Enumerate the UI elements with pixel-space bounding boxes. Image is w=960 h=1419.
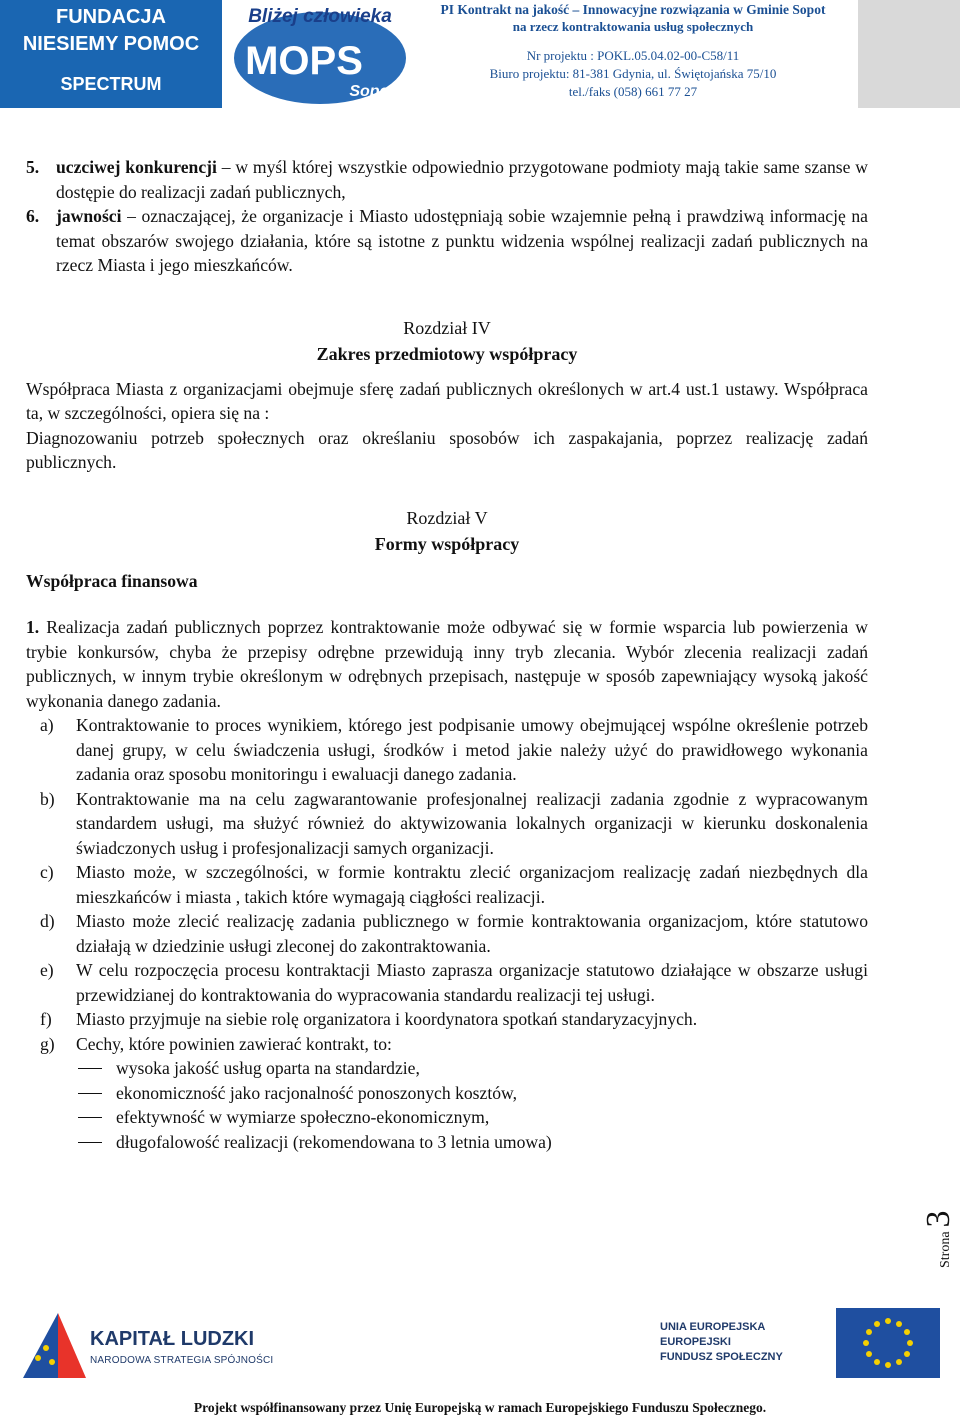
mops-logo (222, 0, 418, 108)
principle-number: 6. (26, 206, 40, 226)
mops-logo-tagline: Bliżej człowieka (248, 6, 392, 27)
project-subtitle: na rzecz kontraktowania usług społecznych (512, 19, 754, 34)
kapital-ludzki-title: KAPITAŁ LUDZKI (90, 1328, 255, 1350)
list-item (26, 909, 868, 958)
dash-item-text: efektywność w wymiarze społeczno-ekonomicznym, (116, 1107, 490, 1127)
kapital-ludzki-subtitle: NARODOWA STRATEGIA SPÓJNOŚCI (90, 1355, 274, 1366)
list-marker: f) (40, 1009, 52, 1029)
project-office: Biuro projektu: 81-381 Gdynia, ul. Świętojańska 75/10 (489, 66, 777, 81)
chapter-4-paragraph: Diagnozowaniu potrzeb społecznych oraz określaniu sposobów ich zaspakajania, poprzez realizację zadań publicznych. (26, 427, 868, 472)
point-text: Realizacja zadań publicznych poprzez kontraktowanie może odbywać się w formie wsparcia lub powierzenia w trybie konkursów, chyba że przepisy odrębne przewidują inny tryb zlecania. Wybór zlecenia realizacji zadań publicznych, w innym trybie określonym w odrębnych przepisach, następuje w sposób zapewniający wysoką jakość wykonania danego zadania. (26, 617, 868, 711)
dash-item-text: ekonomiczność jako racjonalność ponoszonych kosztów, (116, 1082, 517, 1103)
kapital-ludzki-emblem (18, 1308, 88, 1380)
chapter-5-title: Rozdział V (406, 507, 488, 528)
list-item (26, 1007, 868, 1032)
foundation-logo (0, 0, 222, 108)
project-number: Nr projektu : POKL.05.04.02-00-C58/11 (526, 48, 740, 63)
project-phone: tel./faks (058) 661 77 27 (568, 84, 698, 99)
list-marker: c) (40, 862, 54, 882)
chapter-5-point (26, 615, 868, 713)
dash-marker (78, 1117, 102, 1118)
list-item-text: Miasto może, w szczególności, w formie kontraktu zlecić organizacjom realizację zadań niezbędnych dla mieszkańców i miasta , takich które wymagają ciągłości realizacji. (76, 862, 868, 907)
eu-line: EUROPEJSKI (660, 1336, 731, 1348)
dash-item-text: wysoka jakość usług oparta na standardzie, (116, 1058, 420, 1078)
chapter-4-subtitle: Zakres przedmiotowy współpracy (316, 343, 578, 364)
list-item (26, 713, 868, 787)
list-item-text: Kontraktowanie ma na celu zagwarantowanie profesjonalnej realizacji zadania zgodnie z wypracowanym standardem usługi, ma służyć również do aktywizowania lokalnych organizacji w kierunku doskonalenia świadczonych usług i profesjonalizacji samych organizacji. (76, 788, 868, 858)
eu-fund-text (660, 1320, 783, 1365)
dash-item (26, 1130, 868, 1155)
dash-item (26, 1105, 868, 1130)
list-item-text: Miasto przyjmuje na siebie rolę organizatora i koordynatora spotkań standaryzacyjnych. (76, 1009, 698, 1029)
list-item-text: Miasto może zlecić realizację zadania publicznego w formie kontraktowania organizacjom, które statutowo działają w dziedzinie usługi zleconej do zakontraktowania. (76, 911, 868, 956)
dash-marker (78, 1142, 102, 1143)
eu-line: FUNDUSZ SPOŁECZNY (660, 1351, 783, 1363)
footer-funding-note: Projekt współfinansowany przez Unię Europejską w ramach Europejskiego Funduszu Społecznego. (193, 1400, 767, 1415)
eu-flag-icon (836, 1308, 940, 1378)
principle-name: jawności (56, 206, 122, 226)
principle-name: uczciwej konkurencji (56, 157, 217, 177)
list-item (26, 958, 868, 1007)
chapter-5-subtitle: Formy współpracy (374, 533, 520, 554)
list-item (26, 860, 868, 909)
section-heading: Współpraca finansowa (26, 570, 198, 591)
document-body (26, 155, 868, 1154)
dash-marker (78, 1068, 102, 1069)
principle-text: – oznaczającej, że organizacje i Miasto udostępniają sobie wzajemnie pełną i prawdziwą informację na temat obszarów swojego działania, które są istotne z punktu widzenia wspólnej realizacji zadań publicznych na rzecz Miasta i jego mieszkańców. (56, 206, 868, 275)
list-item (26, 1032, 868, 1057)
list-item-text: Kontraktowanie to proces wynikiem, którego jest podpisanie umowy obejmującej wspólne określenie potrzeb danej grupy, w celu świadczenia usługi, środków i metod jakie należy użyć do prawidłowego wykonania zadania oraz sposobu monitoringu i ewaluacji danego zadania. (76, 715, 868, 784)
chapter-4-title: Rozdział IV (403, 317, 491, 338)
list-marker: a) (40, 715, 54, 735)
list-item (26, 787, 868, 861)
mops-logo-city: Sopot (349, 83, 395, 100)
eu-line: UNIA EUROPEJSKA (660, 1321, 766, 1333)
list-marker: g) (40, 1033, 55, 1054)
point-number: 1. (26, 617, 40, 637)
dash-item (26, 1056, 868, 1081)
list-marker: b) (40, 788, 55, 809)
dash-item (26, 1081, 868, 1106)
chapter-4-paragraph: Współpraca Miasta z organizacjami obejmuje sferę zadań publicznych określonych w art.4 ust.1 ustawy. Współpraca ta, w szczególności, opiera się na : (26, 378, 868, 423)
list-item-text: W celu rozpoczęcia procesu kontraktacji Miasto zaprasza organizacje statutowo działające w obszarze usługi przewidzianej do kontraktowania do wypracowania standardu realizacji tej usługi. (76, 960, 868, 1005)
page-number-value: 3 (920, 1210, 957, 1228)
page-label: Strona (938, 1231, 953, 1268)
dash-marker (78, 1093, 102, 1094)
footer-logos (0, 1300, 960, 1390)
principle-number: 5. (26, 157, 40, 177)
header-right-panel (858, 0, 960, 108)
list-item-text: Cechy, które powinien zawierać kontrakt, to: (76, 1033, 392, 1054)
list-marker: d) (40, 911, 55, 931)
mops-logo-wordmark: MOPS (245, 39, 363, 83)
project-title: PI Kontrakt na jakość – Innowacyjne rozwiązania w Gminie Sopot (440, 2, 826, 17)
foundation-name: FUNDACJA NIESIEMY POMOC (22, 6, 200, 55)
principle-item (26, 204, 868, 278)
foundation-subname: SPECTRUM (60, 74, 162, 94)
page-number (920, 1210, 958, 1268)
dash-item-text: długofalowość realizacji (rekomendowana to 3 letnia umowa) (116, 1131, 552, 1152)
list-marker: e) (40, 960, 54, 980)
principle-item (26, 155, 868, 204)
page-header (0, 0, 960, 108)
principle-text: – w myśl której wszystkie odpowiednio przygotowane podmioty mają takie same szanse w dostępie do realizacji zadań publicznych, (56, 157, 868, 202)
